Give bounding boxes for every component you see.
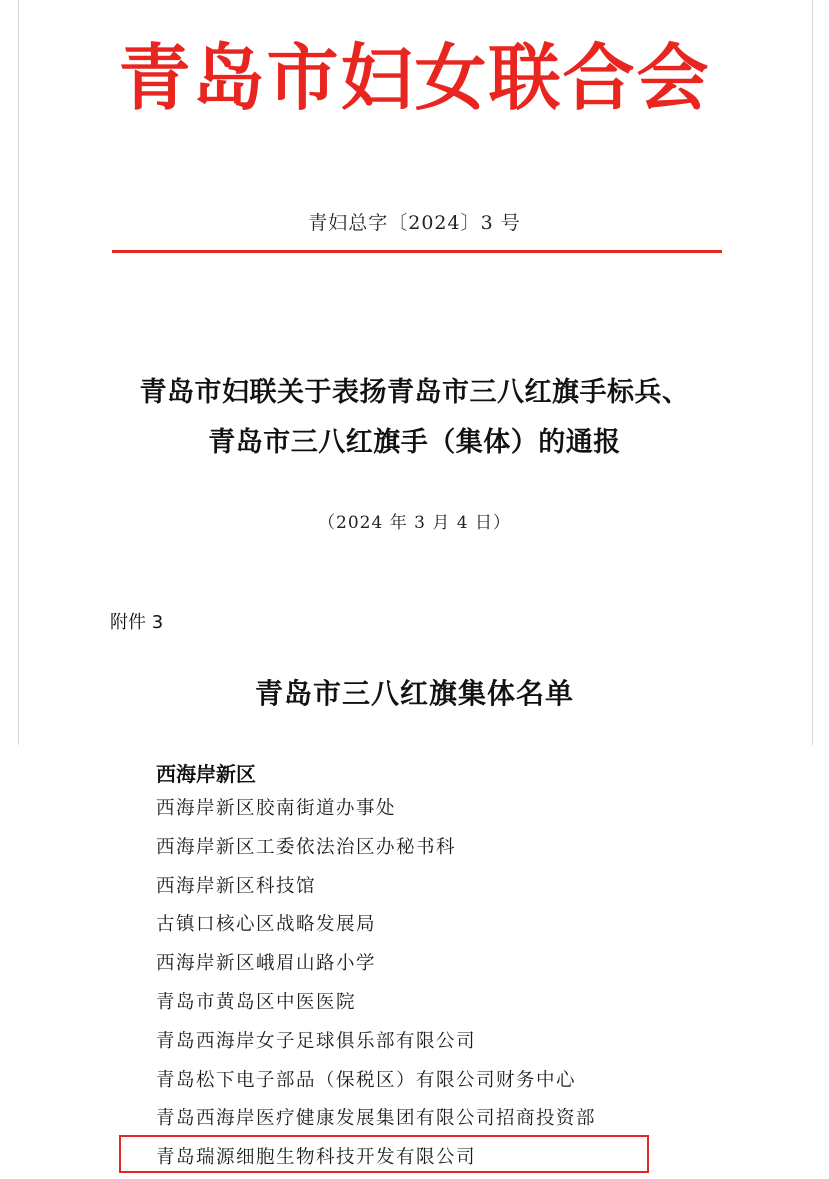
notice-date: （2024 年 3 月 4 日） xyxy=(318,513,511,533)
list-item: 西海岸新区胶南街道办事处 xyxy=(156,798,397,819)
list-title: 青岛市三八红旗集体名单 xyxy=(254,677,574,710)
list-item: 青岛西海岸医疗健康发展集团有限公司招商投资部 xyxy=(156,1108,597,1130)
attachment-label: 附件 3 xyxy=(110,612,164,633)
list-item: 西海岸新区科技馆 xyxy=(156,875,317,897)
list-item: 青岛松下电子部品（保税区）有限公司财务中心 xyxy=(156,1069,577,1091)
collective-list xyxy=(156,790,596,1178)
list-item: 西海岸新区工委依法治区办秘书科 xyxy=(156,836,457,858)
list-item: 青岛市黄岛区中医医院 xyxy=(156,991,357,1013)
list-item: 西海岸新区峨眉山路小学 xyxy=(156,953,377,975)
notice-title-line-1: 青岛市妇联关于表扬青岛市三八红旗手标兵、 xyxy=(139,377,690,408)
list-item: 古镇口核心区战略发展局 xyxy=(156,914,377,936)
organization-header: 青岛市妇女联合会 xyxy=(118,35,711,120)
district-heading: 西海岸新区 xyxy=(156,762,256,786)
red-divider xyxy=(112,250,722,253)
highlight-box xyxy=(119,1135,649,1173)
document-number: 青妇总字〔2024〕3 号 xyxy=(308,212,521,234)
list-item-highlighted: 青岛瑞源细胞生物科技开发有限公司 xyxy=(156,1147,477,1169)
list-item: 青岛西海岸女子足球俱乐部有限公司 xyxy=(156,1030,477,1052)
notice-title-line-2: 青岛市三八红旗手（集体）的通报 xyxy=(208,427,621,458)
